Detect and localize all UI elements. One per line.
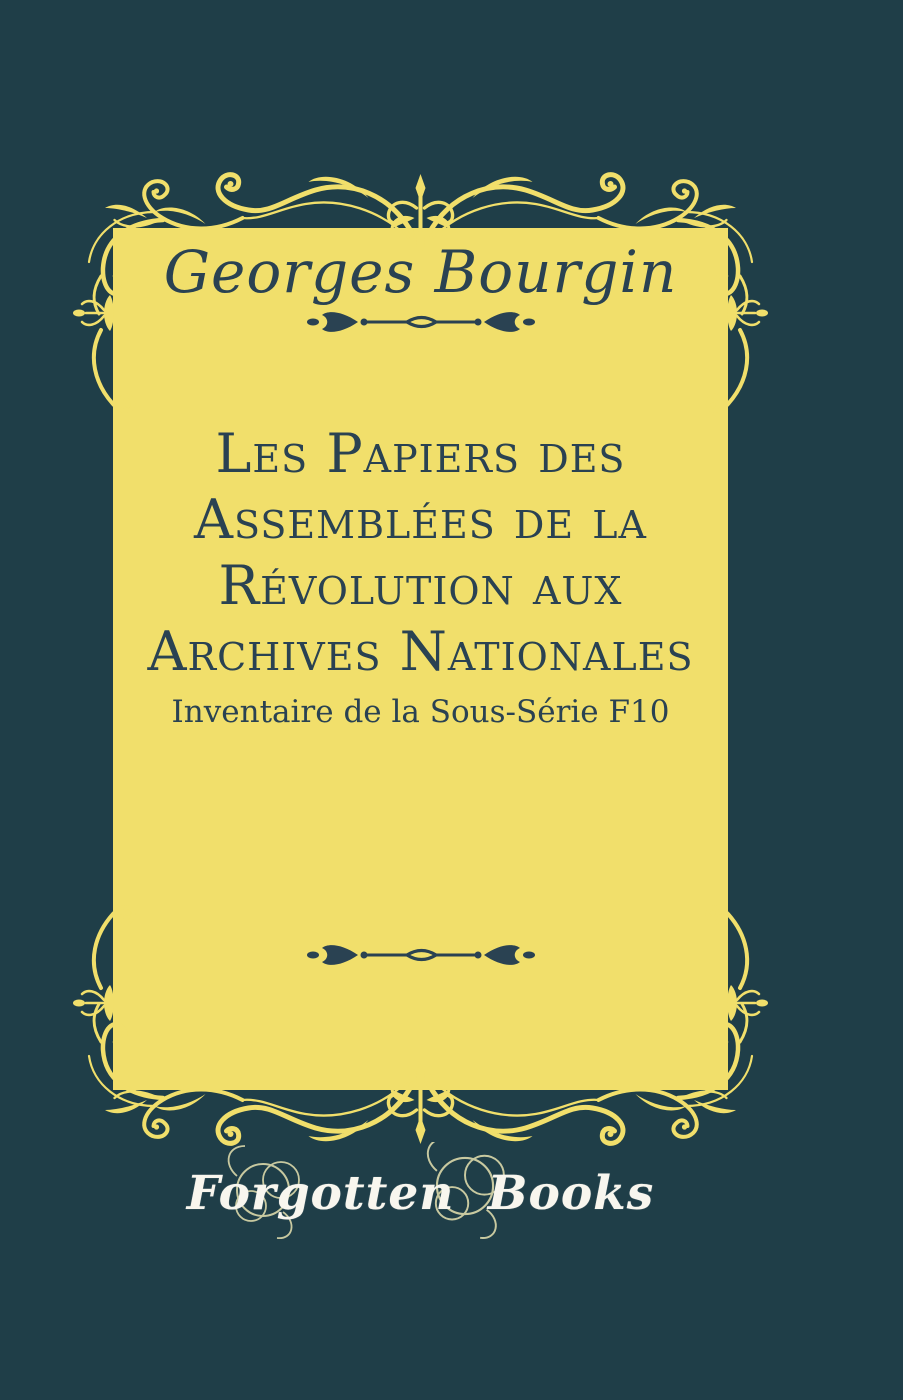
author-name: Georges Bourgin — [163, 238, 678, 306]
bottom-border-flourish — [115, 1064, 727, 1144]
publisher-logo — [113, 1142, 728, 1252]
publisher-name: Forgotten Books — [186, 1166, 655, 1221]
book-title — [113, 421, 728, 685]
book-subtitle: Inventaire de la Sous-Série F10 — [171, 694, 670, 730]
title-line: Archives Nationales — [147, 620, 694, 683]
title-line: Révolution aux — [218, 554, 623, 617]
arrow-divider-icon — [306, 305, 536, 339]
title-line: Les Papiers des — [215, 422, 626, 485]
arrow-divider-bottom — [113, 938, 728, 976]
arrow-divider-icon — [306, 938, 536, 972]
arrow-divider-top — [113, 305, 728, 343]
title-line: Assemblées de la — [194, 488, 647, 551]
